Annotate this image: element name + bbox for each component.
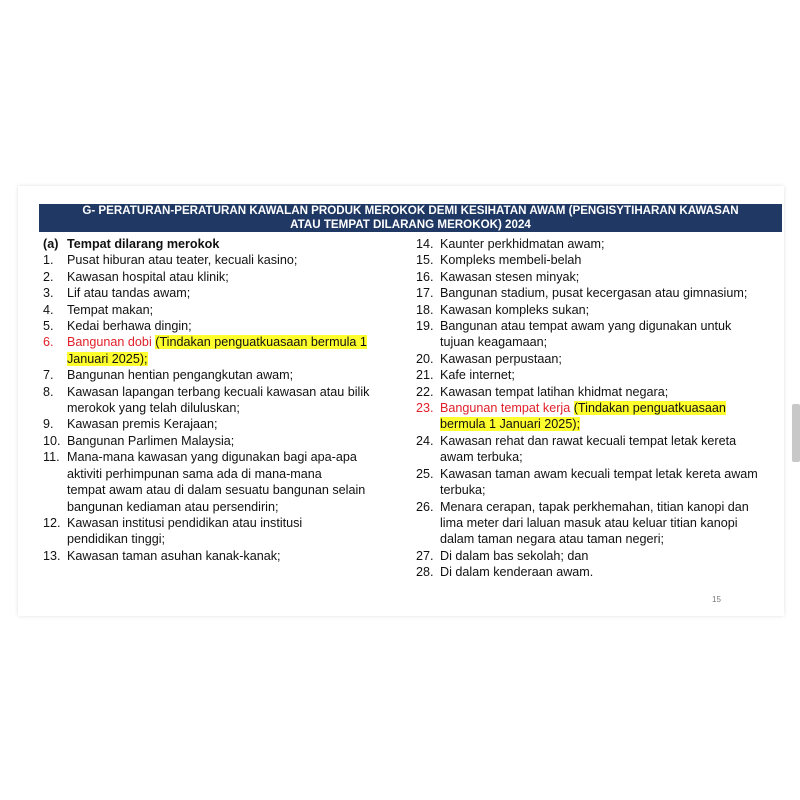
item-line: Bangunan stadium, pusat kecergasan atau gimnasium;	[440, 286, 748, 301]
list-item	[416, 384, 776, 400]
item-number: 12.	[43, 515, 61, 530]
item-text	[440, 252, 776, 268]
highlighted-note-continued: Januari 2025);	[67, 351, 148, 366]
item-line: Bangunan Parlimen Malaysia;	[67, 433, 235, 448]
section-title: Tempat dilarang merokok	[67, 237, 220, 251]
list-item	[416, 367, 776, 383]
item-line: Tempat makan;	[67, 302, 154, 317]
page-number: 15	[712, 595, 721, 604]
item-number: 13.	[43, 548, 61, 563]
item-line: Kawasan lapangan terbang kecuali kawasan atau bilik	[67, 384, 370, 399]
item-text	[67, 384, 398, 417]
item-number: 7.	[43, 368, 54, 383]
item-line: Kawasan tempat latihan khidmat negara;	[440, 384, 669, 399]
list-item	[43, 449, 398, 515]
item-text	[67, 433, 398, 449]
right-list	[416, 236, 776, 581]
item-number: 18.	[416, 302, 434, 317]
item-text	[67, 269, 398, 285]
list-item	[416, 302, 776, 318]
list-item	[43, 433, 398, 449]
list-item	[43, 269, 398, 285]
item-line: Kafe internet;	[440, 368, 515, 383]
item-number: 3.	[43, 286, 54, 301]
item-number: 11.	[43, 450, 60, 465]
item-number: 28.	[416, 565, 434, 580]
item-number: 15.	[416, 253, 434, 268]
list-item	[43, 384, 398, 417]
item-line: pendidikan tinggi;	[67, 532, 166, 547]
item-text	[440, 400, 776, 433]
item-line: Di dalam bas sekolah; dan	[440, 548, 589, 563]
item-number: 1.	[43, 253, 54, 268]
list-item	[416, 564, 776, 580]
item-text	[440, 564, 776, 580]
item-text	[440, 302, 776, 318]
item-line: Kompleks membeli-belah	[440, 253, 582, 268]
item-line: tempat awam atau di dalam sesuatu bangunan selain	[67, 483, 366, 498]
item-line: merokok yang telah diluluskan;	[67, 401, 240, 416]
item-number: 10.	[43, 433, 61, 448]
item-line: dalam taman negara atau taman negeri;	[440, 532, 665, 547]
slide-header	[39, 204, 782, 232]
item-number: 6.	[43, 335, 54, 350]
item-number: 23.	[416, 401, 434, 416]
item-text	[67, 252, 398, 268]
slide	[18, 186, 784, 616]
item-text	[67, 515, 398, 548]
list-item	[43, 318, 398, 334]
section-label: (a)	[43, 237, 59, 251]
item-text	[440, 285, 776, 301]
left-column	[43, 236, 398, 564]
item-number: 22.	[416, 384, 434, 399]
item-line: terbuka;	[440, 483, 486, 498]
scrollbar-thumb[interactable]	[792, 404, 800, 462]
item-number: 19.	[416, 319, 434, 334]
item-number: 21.	[416, 368, 434, 383]
list-item	[416, 236, 776, 252]
item-line: Kawasan kompleks sukan;	[440, 302, 590, 317]
item-line: Di dalam kenderaan awam.	[440, 565, 594, 580]
item-line: Kawasan rehat dan rawat kecuali tempat letak kereta	[440, 433, 737, 448]
item-number: 4.	[43, 302, 54, 317]
item-text	[67, 318, 398, 334]
item-line: Kawasan taman asuhan kanak-kanak;	[67, 548, 281, 563]
top-blank-area	[0, 0, 800, 180]
list-item	[416, 285, 776, 301]
list-item	[43, 302, 398, 318]
right-column	[416, 236, 776, 581]
item-text	[440, 433, 776, 466]
list-item	[416, 466, 776, 499]
item-text	[440, 466, 776, 499]
left-list	[43, 252, 398, 564]
item-line: Lif atau tandas awam;	[67, 286, 191, 301]
item-text	[440, 548, 776, 564]
item-line: Kaunter perkhidmatan awam;	[440, 237, 605, 251]
item-text	[440, 367, 776, 383]
list-item	[43, 548, 398, 564]
item-line: tujuan keagamaan;	[440, 335, 548, 350]
header-line-2: ATAU TEMPAT DILARANG MEROKOK) 2024	[290, 218, 531, 231]
item-red-text: Bangunan dobi	[67, 335, 152, 350]
item-red-text: Bangunan tempat kerja	[440, 401, 571, 416]
item-text	[67, 367, 398, 383]
item-text	[67, 302, 398, 318]
list-item	[416, 252, 776, 268]
item-text	[67, 334, 398, 367]
item-number: 17.	[416, 286, 434, 301]
item-number: 25.	[416, 466, 434, 481]
item-text	[67, 449, 398, 515]
list-item	[416, 433, 776, 466]
item-text	[67, 416, 398, 432]
list-item	[43, 367, 398, 383]
item-line: aktiviti perhimpunan sama ada di mana-mana	[67, 466, 322, 481]
item-line: Bangunan atau tempat awam yang digunakan untuk	[440, 319, 732, 334]
item-number: 27.	[416, 548, 434, 563]
item-line: Kawasan stesen minyak;	[440, 269, 580, 284]
item-line: lima meter dari laluan masuk atau keluar titian kanopi	[440, 515, 738, 530]
item-text	[67, 285, 398, 301]
highlighted-note: (Tindakan penguatkuasaan	[573, 401, 726, 416]
item-text	[440, 384, 776, 400]
item-line: Kawasan taman awam kecuali tempat letak kereta awam	[440, 466, 758, 481]
list-item	[43, 334, 398, 367]
highlighted-note-continued: bermula 1 Januari 2025);	[440, 417, 581, 432]
item-line: Kawasan premis Kerajaan;	[67, 417, 218, 432]
list-item	[416, 400, 776, 433]
list-item	[43, 285, 398, 301]
item-number: 9.	[43, 417, 54, 432]
item-line: Kawasan hospital atau klinik;	[67, 269, 229, 284]
list-item	[416, 548, 776, 564]
item-number: 16.	[416, 269, 434, 284]
list-item	[416, 269, 776, 285]
item-line: Kawasan institusi pendidikan atau institusi	[67, 515, 303, 530]
list-item	[43, 416, 398, 432]
item-line: Mana-mana kawasan yang digunakan bagi apa-apa	[67, 450, 357, 465]
item-text	[440, 318, 776, 351]
item-number: 14.	[416, 237, 434, 251]
item-number: 5.	[43, 319, 54, 334]
item-line: Pusat hiburan atau teater, kecuali kasino;	[67, 253, 298, 268]
item-text	[440, 351, 776, 367]
item-text	[67, 548, 398, 564]
section-heading	[43, 236, 398, 252]
list-item	[416, 351, 776, 367]
item-number: 24.	[416, 433, 434, 448]
header-line-1: G- PERATURAN-PERATURAN KAWALAN PRODUK MEROKOK DEMI KESIHATAN AWAM (PENGISYTIHARAN KAWASAN	[82, 204, 739, 217]
item-text	[440, 499, 776, 548]
item-number: 20.	[416, 351, 434, 366]
item-line: Kedai berhawa dingin;	[67, 319, 192, 334]
list-item	[43, 252, 398, 268]
item-line: awam terbuka;	[440, 450, 523, 465]
item-line: Menara cerapan, tapak perkhemahan, titian kanopi dan	[440, 499, 749, 514]
item-number: 8.	[43, 384, 54, 399]
item-number: 26.	[416, 499, 434, 514]
list-item	[416, 499, 776, 548]
list-item	[416, 318, 776, 351]
item-number: 2.	[43, 269, 54, 284]
item-line: Kawasan perpustaan;	[440, 351, 562, 366]
item-text	[440, 236, 776, 252]
list-item	[43, 515, 398, 548]
item-line: bangunan kediaman atau persendirin;	[67, 499, 279, 514]
highlighted-note: (Tindakan penguatkuasaan bermula 1	[155, 335, 367, 350]
item-line: Bangunan hentian pengangkutan awam;	[67, 368, 294, 383]
item-text	[440, 269, 776, 285]
